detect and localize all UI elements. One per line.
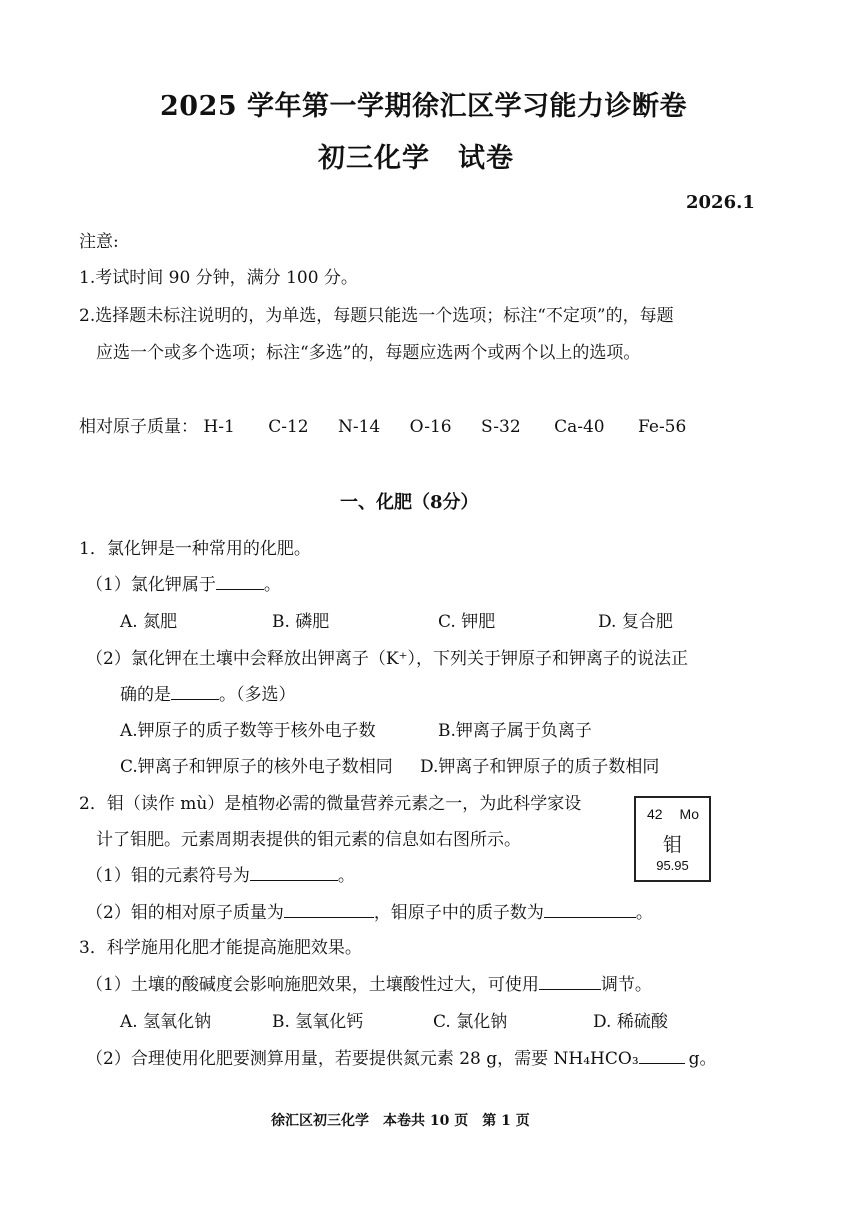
q3-part1-option-c: C. 氯化钠: [433, 1012, 508, 1032]
q1-part2-end: 。（多选）: [219, 685, 296, 705]
notice-heading: 注意:: [79, 232, 119, 252]
notice-item-2: 2.选择题未标注说明的，为单选，每题只能选一个选项；标注“不定项”的，每题: [79, 306, 674, 326]
notice-item-1: 1.考试时间 90 分钟，满分 100 分。: [79, 268, 358, 288]
exam-title: 2025 学年第一学期徐汇区学习能力诊断卷: [160, 91, 688, 122]
periodic-element-card: [634, 796, 711, 882]
q3-part2-end: g。: [688, 1049, 717, 1069]
q1-part1-option-c: C. 钾肥: [438, 612, 496, 632]
q2-part2-text: （2）钼的相对原子质量为: [86, 903, 284, 923]
q2-part1-end: 。: [337, 866, 355, 886]
q3-part2: [86, 1044, 717, 1069]
answer-blank[interactable]: [639, 1045, 685, 1064]
page-footer: 徐汇区初三化学 本卷共 10 页 第 1 页: [271, 1113, 530, 1129]
exam-subtitle: 初三化学 试卷: [318, 143, 514, 174]
element-name: 钼: [662, 834, 682, 856]
answer-blank[interactable]: [171, 681, 219, 700]
element-symbol: Mo: [679, 806, 699, 822]
q1-part2-option-b: B.钾离子属于负离子: [438, 721, 592, 741]
q1-part1-option-d: D. 复合肥: [598, 612, 673, 632]
q3-part1-text: （1）土壤的酸碱度会影响施肥效果，土壤酸性过大，可使用: [86, 975, 539, 995]
q3-part1-option-b: B. 氢氧化钙: [272, 1012, 364, 1032]
atomic-mass-s: S-32: [481, 417, 521, 437]
atomic-mass-ca: Ca-40: [554, 417, 605, 437]
q1-part1-end: 。: [263, 575, 281, 595]
q1-part2-line1: （2）氯化钾在土壤中会释放出钾离子（K⁺），下列关于钾原子和钾离子的说法正: [86, 649, 688, 669]
q2-part2: [86, 898, 653, 923]
section-title: 一、化肥（8分）: [340, 492, 479, 513]
answer-blank[interactable]: [544, 899, 636, 918]
q1-stem: 1．氯化钾是一种常用的化肥。: [79, 539, 311, 559]
atomic-mass-o: O-16: [409, 417, 452, 437]
q1-part2-option-d: D.钾离子和钾原子的质子数相同: [420, 757, 660, 777]
q1-part1-text: （1）氯化钾属于: [86, 575, 216, 595]
q3-part2-text: （2）合理使用化肥要测算用量，若要提供氮元素 28 g，需要 NH₄HCO₃: [86, 1049, 639, 1069]
q2-stem-line1: 2．钼（读作 mù）是植物必需的微量营养元素之一，为此科学家设: [79, 794, 582, 814]
relative-atomic-mass: 95.95: [656, 858, 689, 873]
q3-part1-option-a: A. 氢氧化钠: [120, 1012, 212, 1032]
q1-part2-text: 确的是: [120, 685, 171, 705]
q3-part1-end: 调节。: [600, 975, 652, 995]
atomic-mass-c: C-12: [268, 417, 309, 437]
q2-part1-text: （1）钼的元素符号为: [86, 866, 250, 886]
q2-part2-end: 。: [635, 903, 653, 923]
atomic-number: 42: [647, 806, 663, 822]
q1-part2-line2: [120, 680, 296, 705]
atomic-mass-label: 相对原子质量：: [79, 417, 198, 437]
answer-blank[interactable]: [216, 571, 264, 590]
answer-blank[interactable]: [250, 862, 338, 881]
exam-date: 2026.1: [686, 192, 755, 213]
answer-blank[interactable]: [284, 899, 374, 918]
q2-stem-line2: 计了钼肥。元素周期表提供的钼元素的信息如右图所示。: [96, 830, 521, 850]
q3-stem: 3．科学施用化肥才能提高施肥效果。: [79, 938, 362, 958]
q1-part1-option-a: A. 氮肥: [120, 612, 178, 632]
q1-part1: [86, 570, 281, 595]
atomic-mass-line: [79, 412, 686, 437]
q1-part2-option-c: C.钾离子和钾原子的核外电子数相同: [120, 757, 393, 777]
answer-blank[interactable]: [539, 971, 601, 990]
notice-item-2-cont: 应选一个或多个选项；标注“多选”的，每题应选两个或两个以上的选项。: [96, 343, 641, 363]
q2-part1: [86, 861, 355, 886]
q3-part1-option-d: D. 稀硫酸: [593, 1012, 668, 1032]
atomic-mass-h: H-1: [203, 417, 235, 437]
atomic-mass-fe: Fe-56: [638, 417, 687, 437]
q3-part1: [86, 970, 652, 995]
atomic-mass-n: N-14: [338, 417, 381, 437]
q1-part1-option-b: B. 磷肥: [272, 612, 330, 632]
q2-part2-mid: ，钼原子中的质子数为: [373, 903, 544, 923]
q1-part2-option-a: A.钾原子的质子数等于核外电子数: [120, 721, 376, 741]
